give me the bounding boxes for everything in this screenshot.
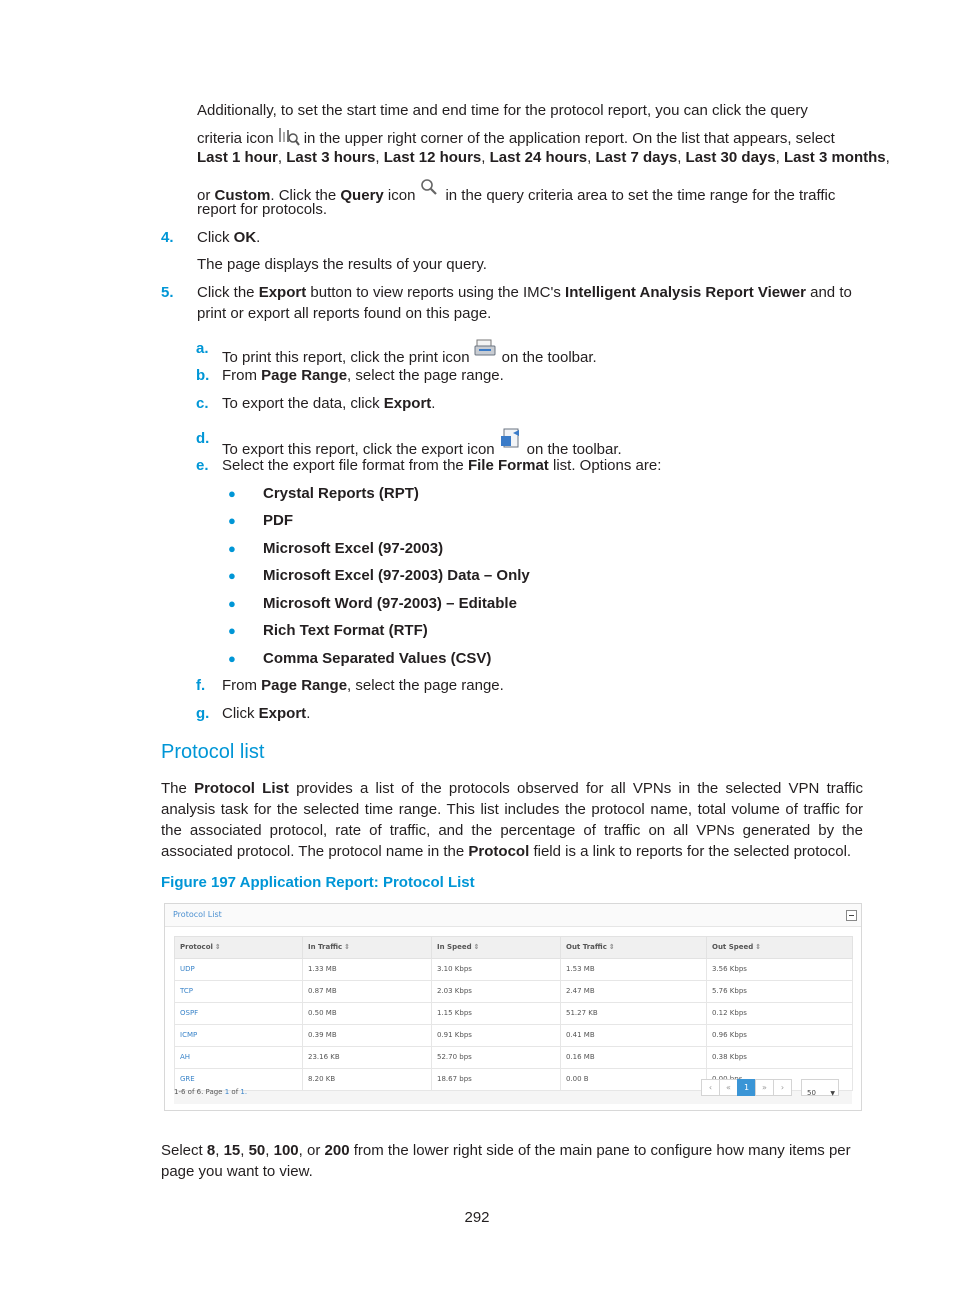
table-cell: 0.00 B [561, 1069, 707, 1091]
print-icon [474, 338, 498, 364]
table-cell: 1.53 MB [561, 959, 707, 981]
collapse-button[interactable] [846, 910, 857, 921]
column-header-out-traffic[interactable]: Out Traffic ⇕ [561, 937, 707, 959]
viewer-label: Intelligent Analysis Report Viewer [565, 284, 806, 301]
page-size-option: 8 [206, 1142, 216, 1159]
sub-step-c: To export the data, click Export. [222, 395, 436, 412]
sort-icon: ⇕ [344, 943, 351, 951]
format-item: Microsoft Word (97-2003) – Editable [263, 595, 517, 612]
sub-letter: c. [196, 395, 209, 412]
sub-text: , select the page range. [347, 677, 504, 694]
table-cell: 0.12 Kbps [707, 1003, 853, 1025]
sub-letter: f. [196, 677, 206, 694]
pager-text: of [231, 1088, 239, 1096]
sub-letter: e. [196, 457, 209, 474]
time-option: Last 1 hour [197, 149, 278, 166]
export-label: Export [258, 284, 307, 301]
sort-icon: ⇕ [608, 943, 615, 951]
intro-line-1: Additionally, to set the start time and end time for the protocol report, you can click the query [197, 102, 808, 119]
sub-text: list. Options are: [552, 457, 662, 474]
pager-text: 1-6 of 6. Page [174, 1088, 223, 1096]
sub-letter: d. [196, 430, 210, 447]
time-option: Last 3 months [783, 149, 886, 166]
table-cell: 18.67 bps [432, 1069, 561, 1091]
table-cell: 3.56 Kbps [707, 959, 853, 981]
next-page-button[interactable]: › [773, 1079, 792, 1096]
section-paragraph [161, 778, 863, 862]
sub-text: From [222, 677, 257, 694]
bullet-icon: ● [228, 596, 236, 611]
sort-icon: ⇕ [214, 943, 221, 951]
step-text: Click the [197, 284, 255, 301]
table-cell: 0.87 MB [303, 981, 432, 1003]
sub-step-f [222, 675, 862, 696]
step-text: Click [197, 229, 230, 246]
protocol-list-label: Protocol List [194, 780, 289, 797]
prev-page-button[interactable]: ‹ [701, 1079, 720, 1096]
page-range-label: Page Range [261, 677, 348, 694]
intro-text: or [197, 187, 211, 204]
intro-text: in the query criteria area to set the time range for the traffic [445, 187, 836, 204]
table-row [175, 1047, 853, 1069]
table-cell: 2.03 Kbps [432, 981, 561, 1003]
current-page-button[interactable]: 1 [737, 1079, 756, 1096]
panel-title: Protocol List [173, 910, 222, 919]
para-text: field is a link to reports for the selected protocol. [533, 843, 852, 860]
table-cell: 52.70 bps [432, 1047, 561, 1069]
sort-icon: ⇕ [755, 943, 762, 951]
table-cell: 0.50 MB [303, 1003, 432, 1025]
page-range-label: Page Range [261, 367, 348, 384]
table-cell: 1.15 Kbps [432, 1003, 561, 1025]
section-heading: Protocol list [161, 741, 265, 763]
time-option: Last 7 days [595, 149, 678, 166]
page-number: 292 [464, 1209, 490, 1226]
table-header-row [175, 937, 853, 959]
intro-line-3: Last 1 hour, Last 3 hours, Last 12 hours, Last 24 hours, Last 7 days, Last 30 days, Last 3 months, [197, 149, 890, 166]
format-item: Rich Text Format (RTF) [263, 622, 428, 639]
table-cell: 8.20 KB [303, 1069, 432, 1091]
protocol-link[interactable]: OSPF [175, 1003, 303, 1025]
para-text: The [161, 780, 187, 797]
panel-header [165, 904, 861, 927]
intro-text: . Click the [270, 187, 337, 204]
closing-line-2: page you want to view. [161, 1163, 313, 1180]
column-header-in-speed[interactable]: In Speed ⇕ [432, 937, 561, 959]
pagination [702, 1079, 792, 1094]
sub-letter: b. [196, 367, 210, 384]
table-cell: 3.10 Kbps [432, 959, 561, 981]
sub-step-g: Click Export. [222, 705, 311, 722]
column-header-out-speed[interactable]: Out Speed ⇕ [707, 937, 853, 959]
step-5-text [197, 282, 865, 303]
protocol-table [174, 936, 853, 1091]
last-page-button[interactable]: » [755, 1079, 774, 1096]
table-cell: 0.38 Kbps [707, 1047, 853, 1069]
closing-line-1: Select 8, 15, 50, 100, or 200 from the lower right side of the main pane to configure how many items per [161, 1142, 851, 1159]
para-text: provides a list of the protocols observed for all VPNs in the selected VPN traffic analysis task for the selected time range. This list includes the protocol name, total volume of traffic for the associated protocol, rate of traffic, and the percentage of traffic on all VPNs generated by the associated protocol. The protocol name in the [161, 780, 864, 860]
sub-text: on the toolbar. [501, 349, 597, 366]
query-label: Query [340, 187, 384, 204]
bullet-icon: ● [228, 486, 236, 501]
bullet-icon: ● [228, 541, 236, 556]
sub-step-e [222, 455, 862, 476]
step-5-line-2: print or export all reports found on this page. [197, 305, 492, 322]
closing-text: from the lower right side of the main pane to configure how many items per [353, 1142, 851, 1159]
figure-caption: Figure 197 Application Report: Protocol List [161, 874, 475, 891]
table-row [175, 1003, 853, 1025]
sub-letter: a. [196, 340, 209, 357]
page-size-value: 50 [807, 1089, 816, 1097]
format-item: PDF [263, 512, 293, 529]
chevron-down-icon: ▼ [830, 1090, 835, 1097]
page-size-option: 100 [273, 1142, 299, 1159]
table-cell: 5.76 Kbps [707, 981, 853, 1003]
column-header-in-traffic[interactable]: In Traffic ⇕ [303, 937, 432, 959]
page-size-option: 200 [324, 1142, 350, 1159]
table-row [175, 959, 853, 981]
bullet-icon: ● [228, 513, 236, 528]
sort-icon: ⇕ [473, 943, 480, 951]
step-text: and to [810, 284, 852, 301]
time-option: Last 30 days [685, 149, 776, 166]
page-size-select[interactable] [801, 1079, 839, 1096]
protocol-list-panel [164, 903, 862, 1111]
pager-total: 1. [240, 1088, 248, 1096]
sub-step-b [222, 365, 862, 386]
sub-text: , select the page range. [347, 367, 504, 384]
sub-step-a [222, 338, 862, 368]
table-cell: 51.27 KB [561, 1003, 707, 1025]
protocol-link[interactable]: UDP [175, 959, 303, 981]
step-4-result: The page displays the results of your query. [197, 256, 487, 273]
bullet-icon: ● [228, 651, 236, 666]
page-size-option: 50 [248, 1142, 266, 1159]
bullet-icon: ● [228, 568, 236, 583]
export-icon [499, 428, 523, 456]
sub-text: Select the export file format from the [222, 457, 464, 474]
pager-page: 1 [224, 1088, 230, 1096]
format-item: Microsoft Excel (97-2003) [263, 540, 444, 557]
bullet-icon: ● [228, 623, 236, 638]
step-number: 5. [161, 284, 174, 301]
closing-text: Select [161, 1142, 203, 1159]
format-item: Crystal Reports (RPT) [263, 485, 419, 502]
sub-text: From [222, 367, 257, 384]
first-page-button[interactable]: « [719, 1079, 738, 1096]
step-number: 4. [161, 229, 174, 246]
export-label: Export [258, 705, 307, 722]
step-text: button to view reports using the IMC's [310, 284, 561, 301]
time-option: Last 12 hours [383, 149, 482, 166]
column-header-protocol[interactable]: Protocol ⇕ [175, 937, 303, 959]
protocol-link[interactable]: GRE [175, 1069, 303, 1091]
pager-info [174, 1082, 247, 1103]
ok-label: OK [233, 229, 257, 246]
page-size-option: 15 [223, 1142, 241, 1159]
step-4-text: Click OK. [197, 229, 261, 246]
table-cell: 0.91 Kbps [432, 1025, 561, 1047]
protocol-link[interactable]: AH [175, 1047, 303, 1069]
table-cell: 0.96 Kbps [707, 1025, 853, 1047]
sub-text: To export this report, click the export icon [222, 441, 495, 458]
file-format-label: File Format [467, 457, 549, 474]
format-item: Comma Separated Values (CSV) [263, 650, 492, 667]
sub-text: Click [222, 705, 255, 722]
intro-text: icon [387, 187, 416, 204]
protocol-label: Protocol [468, 843, 530, 860]
table-cell: 0.39 MB [303, 1025, 432, 1047]
sub-letter: g. [196, 705, 210, 722]
intro-text: in the upper right corner of the application report. On the list that appears, select [303, 130, 835, 147]
intro-text: criteria icon [197, 130, 274, 147]
table-cell: 23.16 KB [303, 1047, 432, 1069]
time-option: Last 24 hours [489, 149, 588, 166]
intro-line-5: report for protocols. [197, 201, 328, 218]
custom-option: Custom [214, 187, 271, 204]
sub-text: To print this report, click the print icon [222, 349, 470, 366]
table-row [175, 1025, 853, 1047]
table-cell: 1.33 MB [303, 959, 432, 981]
table-row [175, 981, 853, 1003]
protocol-link[interactable]: ICMP [175, 1025, 303, 1047]
closing-text: or [307, 1142, 321, 1159]
export-label: Export [383, 395, 432, 412]
table-cell: 2.47 MB [561, 981, 707, 1003]
time-option: Last 3 hours [286, 149, 376, 166]
table-cell: 0.16 MB [561, 1047, 707, 1069]
table-cell: 0.41 MB [561, 1025, 707, 1047]
protocol-link[interactable]: TCP [175, 981, 303, 1003]
sub-text: To export the data, click [222, 395, 380, 412]
format-item: Microsoft Excel (97-2003) Data – Only [263, 567, 530, 584]
sub-text: on the toolbar. [526, 441, 622, 458]
